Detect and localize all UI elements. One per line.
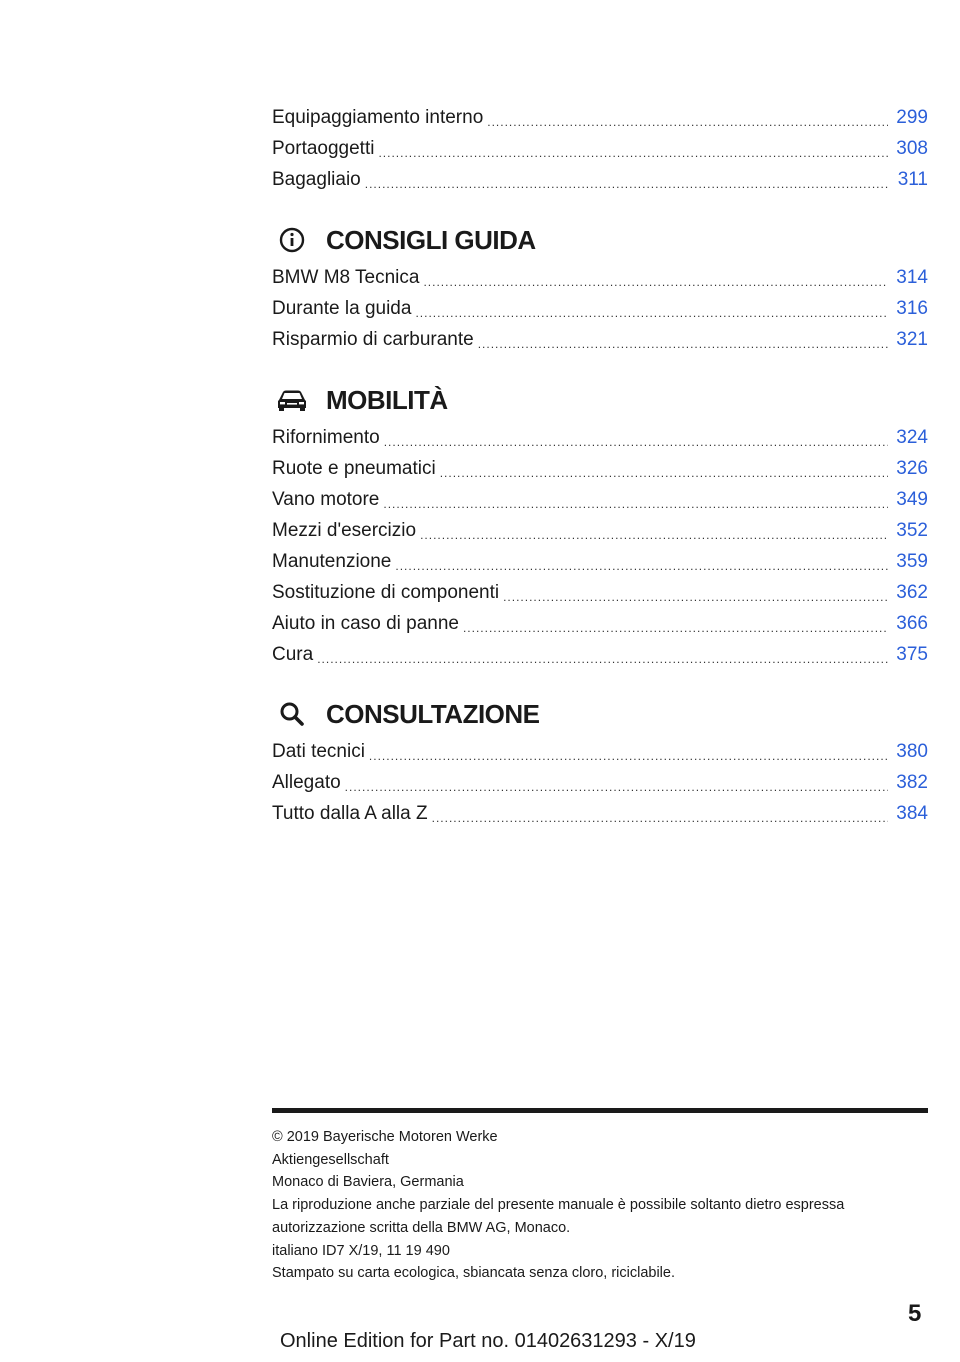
toc-entry-label: Aiuto in caso di panne — [272, 613, 459, 634]
toc-entry-page[interactable]: 362 — [896, 582, 928, 603]
imprint-line: Monaco di Baviera, Germania — [272, 1174, 464, 1191]
toc-section-mobilita — [272, 422, 928, 670]
toc-entry-page[interactable]: 299 — [896, 107, 928, 128]
toc-entry-page[interactable]: 311 — [897, 169, 928, 190]
toc-entry-label: Vano motore — [272, 489, 380, 510]
toc-entry[interactable] — [272, 453, 928, 484]
section-title: MOBILITÀ — [326, 384, 448, 415]
toc-leader-dots — [463, 617, 888, 639]
toc-entry[interactable] — [272, 484, 928, 515]
toc-entry-page[interactable]: 352 — [896, 520, 928, 541]
search-icon — [272, 694, 312, 734]
toc-entry-label: Portaoggetti — [272, 138, 375, 159]
toc-entry[interactable] — [272, 546, 928, 577]
section-title: CONSULTAZIONE — [326, 698, 540, 729]
imprint-line: italiano ID7 X/19, 11 19 490 — [272, 1242, 450, 1259]
toc-entry-page[interactable]: 321 — [896, 329, 928, 350]
toc-entry[interactable] — [272, 102, 928, 133]
toc-entry-page[interactable]: 349 — [896, 489, 928, 510]
toc-section-consigli-guida — [272, 262, 928, 355]
footer-edition: Online Edition for Part no. 01402631293 - X/19 — [280, 1330, 696, 1352]
toc-entry[interactable] — [272, 324, 928, 355]
toc-entry[interactable] — [272, 262, 928, 293]
toc-entry-label: Manutenzione — [272, 551, 392, 572]
toc-leader-dots — [345, 776, 889, 798]
toc-entry-label: Ruote e pneumatici — [272, 458, 436, 479]
toc-entry[interactable] — [272, 608, 928, 639]
toc-leader-dots — [423, 271, 888, 293]
toc-leader-dots — [317, 648, 888, 670]
toc-leader-dots — [395, 555, 888, 577]
toc-entry[interactable] — [272, 736, 928, 767]
toc-entry-label: Equipaggiamento interno — [272, 107, 484, 128]
toc-leader-dots — [478, 333, 889, 355]
toc-entry-label: Sostituzione di componenti — [272, 582, 500, 603]
toc-entry-page[interactable]: 380 — [896, 741, 928, 762]
section-heading-consultazione — [272, 694, 540, 734]
toc-entry[interactable] — [272, 798, 928, 829]
imprint-line: © 2019 Bayerische Motoren Werke — [272, 1129, 498, 1145]
divider — [272, 1108, 928, 1113]
toc-leader-dots — [487, 111, 888, 133]
section-heading-mobilita — [272, 380, 448, 420]
toc-leader-dots — [440, 462, 889, 484]
toc-entry[interactable] — [272, 133, 928, 164]
imprint-line: Aktiengesellschaft — [272, 1151, 389, 1168]
toc-leader-dots — [384, 431, 889, 453]
toc-entry[interactable] — [272, 577, 928, 608]
toc-leader-dots — [378, 142, 888, 164]
toc-leader-dots — [415, 302, 888, 324]
toc-entry-label: Bagagliaio — [272, 169, 361, 190]
toc-entry-page[interactable]: 314 — [896, 267, 928, 288]
toc-leader-dots — [365, 173, 890, 195]
toc-top — [272, 102, 928, 195]
toc-leader-dots — [369, 745, 888, 767]
section-heading-consigli-guida — [272, 220, 536, 260]
toc-entry-page[interactable]: 326 — [896, 458, 928, 479]
toc-entry-label: Durante la guida — [272, 298, 412, 319]
toc-entry-page[interactable]: 384 — [896, 803, 928, 824]
imprint-line: Stampato su carta ecologica, sbiancata senza cloro, riciclabile. — [272, 1265, 675, 1282]
toc-leader-dots — [420, 524, 888, 546]
toc-entry-page[interactable]: 366 — [896, 613, 928, 634]
toc-entry[interactable] — [272, 164, 928, 195]
toc-entry[interactable] — [272, 767, 928, 798]
section-title: CONSIGLI GUIDA — [326, 224, 536, 255]
toc-entry-page[interactable]: 324 — [896, 427, 928, 448]
toc-entry-page[interactable]: 382 — [896, 772, 928, 793]
toc-entry-label: BMW M8 Tecnica — [272, 267, 420, 288]
toc-entry-page[interactable]: 375 — [896, 644, 928, 665]
imprint-line: La riproduzione anche parziale del presente manuale è possibile soltanto dietro espressa — [272, 1197, 845, 1214]
toc-entry-page[interactable]: 359 — [896, 551, 928, 572]
toc-entry-label: Rifornimento — [272, 427, 380, 448]
toc-entry[interactable] — [272, 422, 928, 453]
imprint — [272, 1126, 928, 1285]
toc-entry[interactable] — [272, 293, 928, 324]
info-icon — [272, 220, 312, 260]
toc-entry-label: Dati tecnici — [272, 741, 365, 762]
toc-leader-dots — [503, 586, 888, 608]
toc-section-consultazione — [272, 736, 928, 829]
toc-entry-label: Mezzi d'esercizio — [272, 520, 417, 541]
imprint-line: autorizzazione scritta della BMW AG, Monaco. — [272, 1219, 571, 1236]
car-icon — [272, 380, 312, 420]
toc-entry-label: Allegato — [272, 772, 341, 793]
toc-entry-page[interactable]: 308 — [896, 138, 928, 159]
page-number: 5 — [908, 1300, 922, 1327]
toc-entry-label: Cura — [272, 644, 314, 665]
toc-entry-label: Tutto dalla A alla Z — [272, 803, 428, 824]
toc-entry[interactable] — [272, 639, 928, 670]
toc-leader-dots — [383, 493, 888, 515]
toc-entry-label: Risparmio di carburante — [272, 329, 474, 350]
toc-entry-page[interactable]: 316 — [896, 298, 928, 319]
toc-leader-dots — [432, 807, 889, 829]
toc-entry[interactable] — [272, 515, 928, 546]
